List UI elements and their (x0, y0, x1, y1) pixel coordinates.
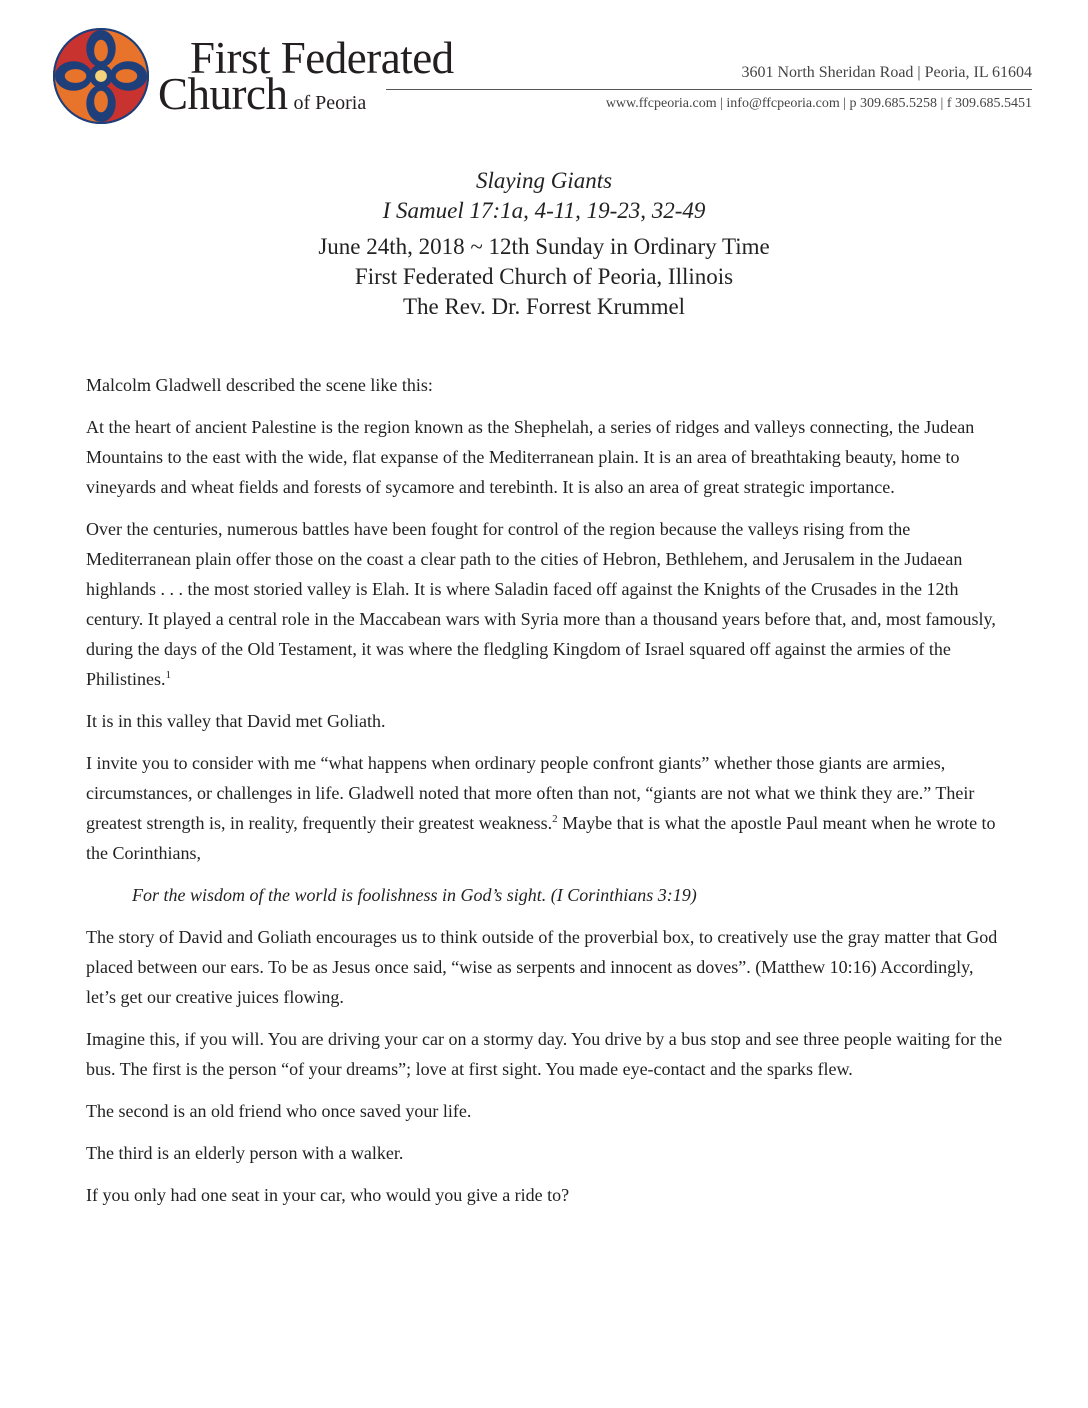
paragraph-third-person: The third is an elderly person with a walker. (86, 1143, 404, 1163)
brand-of-peoria: of Peoria (293, 92, 367, 114)
paragraph-battles (86, 514, 1006, 694)
church-logo-emblem (52, 27, 150, 125)
header-divider (386, 89, 1032, 90)
footnote-marker-2: 2 (552, 813, 558, 825)
paragraph-imagine: Imagine this, if you will. You are driving your car on a stormy day. You drive by a bus stop and see three people waiting for the bus. The first is the person “of your dreams”; love at first sight. You made eye-contact and the sparks flew. (86, 1029, 1003, 1079)
paragraph-intro: Malcolm Gladwell described the scene like this: (86, 375, 433, 395)
sermon-title-block (0, 166, 1088, 322)
paragraph-creative: The story of David and Goliath encourages us to think outside of the proverbial box, to creatively use the gray matter that God placed between our ears. To be as Jesus once said, “wise as serpents and innocent as doves”. (Matthew 10:16) Accordingly, let’s get our creative juices flowing. (86, 927, 998, 1007)
paragraph-battles-text: Over the centuries, numerous battles have been fought for control of the region because the valleys rising from the Mediterranean plain offer those on the coast a clear path to the cities of Hebron, Bethlehem, and Jerusalem in the Judaean highlands . . . the most storied valley is Elah. It is where Saladin faced off against the Knights of the Crusades in the 12th century. It played a central role in the Maccabean wars with Syria more than a thousand years before that, and, most famously, during the days of the Old Testament, it was where the fledgling Kingdom of Israel squared off against the armies of the Philistines. (86, 519, 996, 689)
scripture-quote: For the wisdom of the world is foolishness in God’s sight. (I Corinthians 3:19) (132, 885, 697, 905)
brand-name-line1: First Federated (190, 33, 454, 83)
paragraph-david-goliath: It is in this valley that David met Goliath. (86, 711, 386, 731)
sermon-body (86, 370, 1006, 1222)
church-address: 3601 North Sheridan Road | Peoria, IL 61604 (741, 64, 1032, 81)
brand-church-word: Church (158, 69, 288, 119)
paragraph-question: If you only had one seat in your car, who would you give a ride to? (86, 1185, 570, 1205)
sermon-date: June 24th, 2018 ~ 12th Sunday in Ordinary Time (318, 234, 770, 259)
paragraph-giants-text: I invite you to consider with me “what happens when ordinary people confront giants” whether those giants are armies, circumstances, or challenges in life. Gladwell noted that more often than not, “giants are not what we think they are.” Their greatest strength is, in reality, frequently their greatest weakness. (86, 753, 975, 833)
sermon-title: Slaying Giants (475, 168, 613, 193)
paragraph-shephelah: At the heart of ancient Palestine is the region known as the Shephelah, a series of ridges and valleys connecting, the Judean Mountains to the east with the wide, flat expanse of the Mediterranean plain. It is an area of breathtaking beauty, home to vineyards and wheat fields and forests of sycamore and terebinth. It is also an area of great strategic importance. (86, 417, 975, 497)
sermon-preacher: The Rev. Dr. Forrest Krummel (402, 294, 686, 319)
footnote-marker-1: 1 (165, 669, 172, 681)
paragraph-giants (86, 748, 1006, 868)
letterhead (0, 0, 1088, 140)
paragraph-giants-tail: Maybe that is what the apostle Paul meant when he wrote to the Corinthians, (86, 813, 996, 863)
sermon-church: First Federated Church of Peoria, Illinois (354, 264, 734, 289)
brand-name-line2 (158, 69, 367, 119)
church-contact-info: www.ffcpeoria.com | info@ffcpeoria.com | p 309.685.5258 | f 309.685.5451 (605, 96, 1032, 111)
sermon-scripture: I Samuel 17:1a, 4-11, 19-23, 32-49 (382, 198, 706, 223)
paragraph-second-person: The second is an old friend who once saved your life. (86, 1101, 472, 1121)
